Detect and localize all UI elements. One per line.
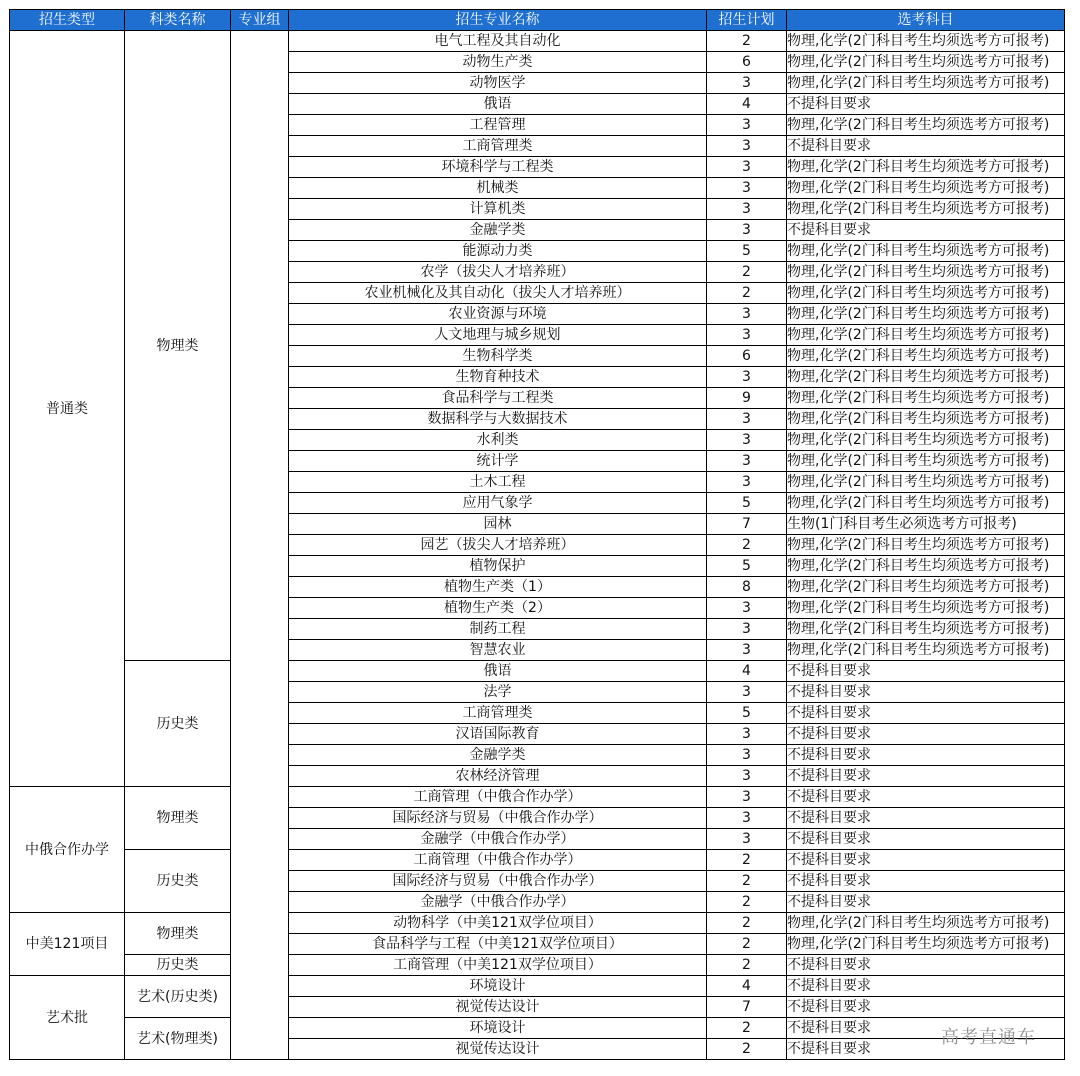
plan-cell: 7 <box>707 514 787 535</box>
plan-cell: 9 <box>707 388 787 409</box>
subjects-cell: 物理,化学(2门科目考生均须选考方可报考) <box>787 199 1065 220</box>
major-name-cell: 植物生产类（2） <box>289 598 707 619</box>
plan-cell: 3 <box>707 640 787 661</box>
plan-cell: 7 <box>707 997 787 1018</box>
major-name-cell: 园林 <box>289 514 707 535</box>
major-name-cell: 俄语 <box>289 94 707 115</box>
plan-cell: 3 <box>707 220 787 241</box>
header-category: 科类名称 <box>125 10 231 31</box>
subjects-cell: 不提科目要求 <box>787 892 1065 913</box>
subjects-cell: 物理,化学(2门科目考生均须选考方可报考) <box>787 451 1065 472</box>
watermark: 高考直通车 <box>941 1027 1036 1048</box>
table-row <box>10 976 1065 997</box>
category-cell: 历史类 <box>125 661 231 787</box>
header-major-group: 专业组 <box>231 10 289 31</box>
plan-cell: 3 <box>707 745 787 766</box>
table-header <box>10 10 1065 31</box>
major-name-cell: 动物科学（中美121双学位项目） <box>289 913 707 934</box>
major-name-cell: 金融学类 <box>289 220 707 241</box>
plan-cell: 5 <box>707 703 787 724</box>
plan-cell: 2 <box>707 31 787 52</box>
subjects-cell: 不提科目要求 <box>787 850 1065 871</box>
plan-cell: 3 <box>707 73 787 94</box>
subjects-cell: 物理,化学(2门科目考生均须选考方可报考) <box>787 241 1065 262</box>
plan-cell: 3 <box>707 178 787 199</box>
major-name-cell: 植物生产类（1） <box>289 577 707 598</box>
major-name-cell: 金融学（中俄合作办学） <box>289 829 707 850</box>
subjects-cell: 不提科目要求 <box>787 682 1065 703</box>
major-name-cell: 汉语国际教育 <box>289 724 707 745</box>
subjects-cell: 物理,化学(2门科目考生均须选考方可报考) <box>787 577 1065 598</box>
table-row <box>10 787 1065 808</box>
subjects-cell: 物理,化学(2门科目考生均须选考方可报考) <box>787 535 1065 556</box>
plan-cell: 2 <box>707 1018 787 1039</box>
major-name-cell: 国际经济与贸易（中俄合作办学） <box>289 808 707 829</box>
major-name-cell: 工商管理（中俄合作办学） <box>289 787 707 808</box>
table-body <box>10 31 1065 1060</box>
plan-cell: 6 <box>707 52 787 73</box>
plan-cell: 2 <box>707 934 787 955</box>
plan-cell: 3 <box>707 199 787 220</box>
major-name-cell: 食品科学与工程（中美121双学位项目） <box>289 934 707 955</box>
major-name-cell: 食品科学与工程类 <box>289 388 707 409</box>
enroll-type-cell: 艺术批 <box>10 976 125 1060</box>
table-row <box>10 913 1065 934</box>
category-cell: 物理类 <box>125 787 231 850</box>
category-cell: 艺术(物理类) <box>125 1018 231 1060</box>
major-name-cell: 金融学（中俄合作办学） <box>289 892 707 913</box>
table-row <box>10 661 1065 682</box>
subjects-cell: 不提科目要求 <box>787 787 1065 808</box>
table-row <box>10 1018 1065 1039</box>
major-name-cell: 能源动力类 <box>289 241 707 262</box>
major-name-cell: 土木工程 <box>289 472 707 493</box>
plan-cell: 3 <box>707 619 787 640</box>
plan-cell: 2 <box>707 892 787 913</box>
plan-cell: 3 <box>707 724 787 745</box>
plan-cell: 4 <box>707 94 787 115</box>
major-name-cell: 应用气象学 <box>289 493 707 514</box>
major-name-cell: 工程管理 <box>289 115 707 136</box>
subjects-cell: 物理,化学(2门科目考生均须选考方可报考) <box>787 346 1065 367</box>
subjects-cell: 物理,化学(2门科目考生均须选考方可报考) <box>787 157 1065 178</box>
subjects-cell: 不提科目要求 <box>787 955 1065 976</box>
subjects-cell: 物理,化学(2门科目考生均须选考方可报考) <box>787 262 1065 283</box>
header-subjects: 选考科目 <box>787 10 1065 31</box>
header-plan: 招生计划 <box>707 10 787 31</box>
subjects-cell: 物理,化学(2门科目考生均须选考方可报考) <box>787 178 1065 199</box>
major-name-cell: 环境设计 <box>289 976 707 997</box>
major-name-cell: 智慧农业 <box>289 640 707 661</box>
table-row <box>10 31 1065 52</box>
plan-cell: 8 <box>707 577 787 598</box>
category-cell: 历史类 <box>125 850 231 913</box>
plan-cell: 3 <box>707 472 787 493</box>
plan-cell: 3 <box>707 115 787 136</box>
major-name-cell: 金融学类 <box>289 745 707 766</box>
header-major-name: 招生专业名称 <box>289 10 707 31</box>
plan-cell: 3 <box>707 451 787 472</box>
subjects-cell: 不提科目要求 <box>787 94 1065 115</box>
major-name-cell: 农业机械化及其自动化（拔尖人才培养班） <box>289 283 707 304</box>
plan-cell: 6 <box>707 346 787 367</box>
table-row <box>10 955 1065 976</box>
subjects-cell: 不提科目要求 <box>787 136 1065 157</box>
plan-cell: 3 <box>707 430 787 451</box>
subjects-cell: 不提科目要求 <box>787 976 1065 997</box>
subjects-cell: 不提科目要求 <box>787 703 1065 724</box>
plan-cell: 5 <box>707 493 787 514</box>
subjects-cell: 不提科目要求 <box>787 766 1065 787</box>
major-name-cell: 工商管理类 <box>289 703 707 724</box>
major-name-cell: 国际经济与贸易（中俄合作办学） <box>289 871 707 892</box>
subjects-cell: 物理,化学(2门科目考生均须选考方可报考) <box>787 304 1065 325</box>
major-name-cell: 视觉传达设计 <box>289 1039 707 1060</box>
subjects-cell: 物理,化学(2门科目考生均须选考方可报考) <box>787 115 1065 136</box>
major-name-cell: 计算机类 <box>289 199 707 220</box>
subjects-cell: 不提科目要求 <box>787 871 1065 892</box>
major-name-cell: 人文地理与城乡规划 <box>289 325 707 346</box>
subjects-cell: 物理,化学(2门科目考生均须选考方可报考) <box>787 472 1065 493</box>
major-name-cell: 动物生产类 <box>289 52 707 73</box>
subjects-cell: 不提科目要求 <box>787 1039 1065 1060</box>
major-name-cell: 农林经济管理 <box>289 766 707 787</box>
major-name-cell: 工商管理（中俄合作办学） <box>289 850 707 871</box>
subjects-cell: 不提科目要求 <box>787 661 1065 682</box>
major-name-cell: 视觉传达设计 <box>289 997 707 1018</box>
table-row <box>10 850 1065 871</box>
subjects-cell: 物理,化学(2门科目考生均须选考方可报考) <box>787 556 1065 577</box>
plan-cell: 2 <box>707 955 787 976</box>
subjects-cell: 不提科目要求 <box>787 997 1065 1018</box>
enroll-type-cell: 中美121项目 <box>10 913 125 976</box>
major-group-cell <box>231 31 289 1060</box>
plan-cell: 5 <box>707 241 787 262</box>
subjects-cell: 物理,化学(2门科目考生均须选考方可报考) <box>787 493 1065 514</box>
plan-cell: 3 <box>707 325 787 346</box>
major-name-cell: 法学 <box>289 682 707 703</box>
subjects-cell: 物理,化学(2门科目考生均须选考方可报考) <box>787 913 1065 934</box>
major-name-cell: 制药工程 <box>289 619 707 640</box>
subjects-cell: 生物(1门科目考生必须选考方可报考) <box>787 514 1065 535</box>
enrollment-plan-table <box>9 9 1065 1060</box>
major-name-cell: 农学（拔尖人才培养班） <box>289 262 707 283</box>
major-name-cell: 环境科学与工程类 <box>289 157 707 178</box>
subjects-cell: 物理,化学(2门科目考生均须选考方可报考) <box>787 388 1065 409</box>
subjects-cell: 物理,化学(2门科目考生均须选考方可报考) <box>787 640 1065 661</box>
category-cell: 物理类 <box>125 913 231 955</box>
subjects-cell: 物理,化学(2门科目考生均须选考方可报考) <box>787 325 1065 346</box>
major-name-cell: 工商管理（中美121双学位项目） <box>289 955 707 976</box>
subjects-cell: 物理,化学(2门科目考生均须选考方可报考) <box>787 73 1065 94</box>
major-name-cell: 机械类 <box>289 178 707 199</box>
plan-cell: 5 <box>707 556 787 577</box>
subjects-cell: 物理,化学(2门科目考生均须选考方可报考) <box>787 619 1065 640</box>
plan-cell: 3 <box>707 682 787 703</box>
major-name-cell: 工商管理类 <box>289 136 707 157</box>
major-name-cell: 动物医学 <box>289 73 707 94</box>
major-name-cell: 统计学 <box>289 451 707 472</box>
plan-cell: 3 <box>707 304 787 325</box>
major-name-cell: 数据科学与大数据技术 <box>289 409 707 430</box>
major-name-cell: 生物科学类 <box>289 346 707 367</box>
plan-cell: 3 <box>707 808 787 829</box>
subjects-cell: 不提科目要求 <box>787 1018 1065 1039</box>
major-name-cell: 植物保护 <box>289 556 707 577</box>
subjects-cell: 不提科目要求 <box>787 745 1065 766</box>
plan-cell: 2 <box>707 283 787 304</box>
subjects-cell: 物理,化学(2门科目考生均须选考方可报考) <box>787 52 1065 73</box>
plan-cell: 3 <box>707 766 787 787</box>
category-cell: 物理类 <box>125 31 231 661</box>
subjects-cell: 物理,化学(2门科目考生均须选考方可报考) <box>787 598 1065 619</box>
plan-cell: 2 <box>707 535 787 556</box>
subjects-cell: 物理,化学(2门科目考生均须选考方可报考) <box>787 31 1065 52</box>
enroll-type-cell: 普通类 <box>10 31 125 787</box>
category-cell: 历史类 <box>125 955 231 976</box>
subjects-cell: 不提科目要求 <box>787 829 1065 850</box>
plan-cell: 4 <box>707 976 787 997</box>
major-name-cell: 俄语 <box>289 661 707 682</box>
plan-cell: 2 <box>707 262 787 283</box>
major-name-cell: 园艺（拔尖人才培养班） <box>289 535 707 556</box>
header-row <box>10 10 1065 31</box>
plan-cell: 3 <box>707 157 787 178</box>
subjects-cell: 物理,化学(2门科目考生均须选考方可报考) <box>787 409 1065 430</box>
plan-cell: 2 <box>707 850 787 871</box>
plan-cell: 2 <box>707 1039 787 1060</box>
major-name-cell: 环境设计 <box>289 1018 707 1039</box>
plan-cell: 2 <box>707 871 787 892</box>
subjects-cell: 物理,化学(2门科目考生均须选考方可报考) <box>787 430 1065 451</box>
plan-cell: 3 <box>707 409 787 430</box>
major-name-cell: 生物育种技术 <box>289 367 707 388</box>
enrollment-table-container <box>9 9 1065 1060</box>
subjects-cell: 物理,化学(2门科目考生均须选考方可报考) <box>787 283 1065 304</box>
category-cell: 艺术(历史类) <box>125 976 231 1018</box>
plan-cell: 4 <box>707 661 787 682</box>
plan-cell: 3 <box>707 787 787 808</box>
header-enroll-type: 招生类型 <box>10 10 125 31</box>
major-name-cell: 农业资源与环境 <box>289 304 707 325</box>
major-name-cell: 电气工程及其自动化 <box>289 31 707 52</box>
subjects-cell: 物理,化学(2门科目考生均须选考方可报考) <box>787 934 1065 955</box>
plan-cell: 3 <box>707 829 787 850</box>
subjects-cell: 不提科目要求 <box>787 220 1065 241</box>
major-name-cell: 水利类 <box>289 430 707 451</box>
enroll-type-cell: 中俄合作办学 <box>10 787 125 913</box>
subjects-cell: 物理,化学(2门科目考生均须选考方可报考) <box>787 367 1065 388</box>
plan-cell: 3 <box>707 598 787 619</box>
subjects-cell: 不提科目要求 <box>787 808 1065 829</box>
plan-cell: 2 <box>707 913 787 934</box>
subjects-cell: 不提科目要求 <box>787 724 1065 745</box>
plan-cell: 3 <box>707 367 787 388</box>
plan-cell: 3 <box>707 136 787 157</box>
